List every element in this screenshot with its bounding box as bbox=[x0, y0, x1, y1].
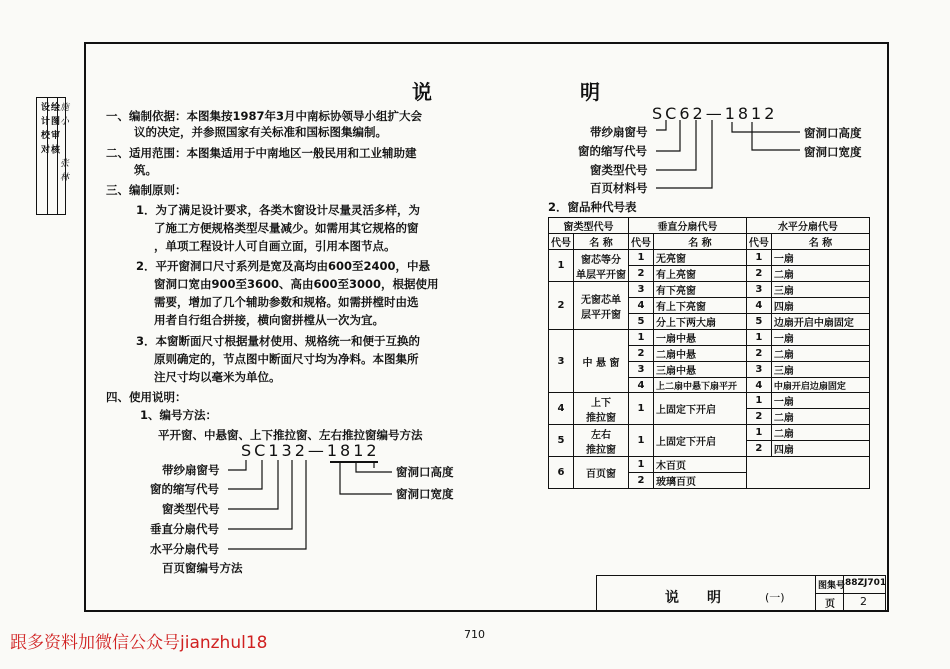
table-header: 垂直分扇代号 bbox=[629, 218, 747, 234]
type-code: 2 bbox=[549, 282, 574, 330]
table-cell: 有上亮窗 bbox=[654, 266, 747, 282]
table-cell: 无亮窗 bbox=[654, 250, 747, 266]
para-1b: 议的决定，并参照国家有关标准和国标图集编制。 bbox=[134, 125, 387, 139]
type-name: 上下 推拉窗 bbox=[574, 393, 629, 425]
table-cell: 边扇开启中扇固定 bbox=[771, 314, 869, 330]
type-code: 5 bbox=[549, 425, 574, 457]
table-cell: 1 bbox=[746, 330, 771, 346]
para-3-2a: 2．平开窗洞口尺寸系列是宽及高均由600至2400，中悬 bbox=[136, 259, 431, 273]
type-code: 1 bbox=[549, 250, 574, 282]
table-cell: 一扇 bbox=[771, 393, 869, 409]
table-cell: 2 bbox=[746, 266, 771, 282]
table-subheader: 代号 bbox=[549, 234, 574, 250]
side-sign1: 施 小 bbox=[58, 102, 68, 126]
table-cell: 2 bbox=[746, 346, 771, 362]
para-3-3c: 注尺寸均以毫米为单位。 bbox=[154, 370, 281, 384]
type-name: 中 悬 窗 bbox=[574, 330, 629, 393]
code-right-right-label-2: 窗洞口宽度 bbox=[804, 145, 862, 159]
side-sign2: 张 林 bbox=[58, 158, 68, 182]
table-cell: 木百页 bbox=[654, 457, 747, 473]
table-cell: 三扇中悬 bbox=[654, 362, 747, 378]
code-left-label-2: 窗的缩写代号 bbox=[150, 482, 219, 496]
type-name: 百页窗 bbox=[574, 457, 629, 489]
table-cell: 4 bbox=[746, 378, 771, 393]
para-4-1: 1、编号方法： bbox=[140, 408, 218, 422]
table-cell: 1 bbox=[629, 330, 654, 346]
type-code: 4 bbox=[549, 393, 574, 425]
table-cell: 2 bbox=[629, 266, 654, 282]
table-cell: 有下亮窗 bbox=[654, 282, 747, 298]
para-2b: 筑。 bbox=[134, 163, 157, 177]
table-cell: 1 bbox=[629, 250, 654, 266]
title-right: 明 bbox=[580, 80, 600, 104]
para-3-1c: ，单项工程设计人可自画立面，引用本图节点。 bbox=[154, 239, 396, 253]
code-left-caption: 百页窗编号方法 bbox=[162, 561, 243, 575]
table-subheader: 名 称 bbox=[654, 234, 747, 250]
table-cell: 四扇 bbox=[771, 441, 869, 457]
code-right-right-label-1: 窗洞口高度 bbox=[804, 126, 862, 140]
page-number: 710 bbox=[464, 628, 485, 641]
table-cell: 二扇中悬 bbox=[654, 346, 747, 362]
table-subheader: 名 称 bbox=[574, 234, 629, 250]
table-cell: 一扇中悬 bbox=[654, 330, 747, 346]
code-right-label-3: 窗类型代号 bbox=[590, 163, 648, 177]
table-cell-empty bbox=[746, 457, 869, 489]
table-cell: 1 bbox=[629, 457, 654, 473]
footer-watermark: 跟多资料加微信公众号jianzhul18 bbox=[10, 633, 268, 653]
table-cell: 4 bbox=[629, 378, 654, 393]
title-block-val1: 88ZJ701 bbox=[845, 578, 887, 588]
table-cell: 1 bbox=[629, 393, 654, 425]
type-name: 无窗芯单 层平开窗 bbox=[574, 282, 629, 330]
table-cell: 1 bbox=[629, 425, 654, 457]
table-cell: 1 bbox=[746, 425, 771, 441]
para-3-2d: 用者自行组合拼接，横向窗拼樘从一次为宜。 bbox=[154, 313, 384, 327]
table-subheader: 名 称 bbox=[771, 234, 869, 250]
table-header: 窗类型代号 bbox=[549, 218, 629, 234]
table-cell: 二扇 bbox=[771, 425, 869, 441]
title-block bbox=[596, 575, 886, 611]
table-cell: 5 bbox=[629, 314, 654, 330]
title-left: 说 bbox=[412, 80, 432, 104]
code-right-label-2: 窗的缩写代号 bbox=[578, 144, 647, 158]
para-4: 四、使用说明： bbox=[106, 390, 187, 404]
code-left-label-3: 窗类型代号 bbox=[162, 502, 220, 516]
table-cell: 二扇 bbox=[771, 409, 869, 425]
para-4-1a: 平开窗、中悬窗、上下推拉窗、左右推拉窗编号方法 bbox=[158, 428, 423, 442]
table-cell: 3 bbox=[629, 282, 654, 298]
para-3-3a: 3．本窗断面尺寸根据量材使用、规格统一和便于互换的 bbox=[136, 334, 420, 348]
table-title: 2．窗品种代号表 bbox=[548, 200, 637, 214]
table-cell: 1 bbox=[746, 393, 771, 409]
table-cell: 上固定下开启 bbox=[654, 425, 747, 457]
table-cell: 分上下两大扇 bbox=[654, 314, 747, 330]
table-cell: 一扇 bbox=[771, 250, 869, 266]
title-block-label2: 页 bbox=[825, 599, 835, 610]
code-right-label-1: 带纱扇窗号 bbox=[590, 125, 648, 139]
table-header: 水平分扇代号 bbox=[746, 218, 869, 234]
code-right: SC62—1812 bbox=[652, 104, 778, 123]
table-cell: 2 bbox=[629, 473, 654, 489]
type-code: 3 bbox=[549, 330, 574, 393]
side-col1: 设 计 校 对 bbox=[39, 102, 49, 155]
code-right-label-4: 百页材料号 bbox=[590, 181, 648, 195]
table-cell: 有上下亮窗 bbox=[654, 298, 747, 314]
table-subheader: 代号 bbox=[746, 234, 771, 250]
side-col2: 绘 图 审 核 bbox=[49, 102, 59, 155]
table-cell: 四扇 bbox=[771, 298, 869, 314]
para-3-1a: 1．为了满足设计要求，各类木窗设计尽量灵活多样，为 bbox=[136, 203, 420, 217]
title-block-suffix: (一) bbox=[765, 591, 785, 604]
table-cell: 中扇开启边扇固定 bbox=[771, 378, 869, 393]
title-block-label1: 图集号 bbox=[818, 581, 846, 591]
para-1a: 一、编制依据：本图集按1987年3月中南标协领导小组扩大会 bbox=[106, 109, 423, 123]
para-3: 三、编制原则： bbox=[106, 183, 187, 197]
window-type-table bbox=[548, 217, 870, 489]
table-cell: 二扇 bbox=[771, 346, 869, 362]
type-code: 6 bbox=[549, 457, 574, 489]
para-3-2c: 需要，增加了几个辅助参数和规格。如需拼樘时由选 bbox=[154, 295, 419, 309]
table-cell: 5 bbox=[746, 314, 771, 330]
para-3-1b: 了施工方便规格类型尽量减少。如需用其它规格的窗 bbox=[154, 221, 419, 235]
type-name: 窗芯等分 单层平开窗 bbox=[574, 250, 629, 282]
table-cell: 上固定下开启 bbox=[654, 393, 747, 425]
type-name: 左右 推拉窗 bbox=[574, 425, 629, 457]
table-cell: 2 bbox=[629, 346, 654, 362]
title-block-val2: 2 bbox=[860, 595, 867, 608]
code-left-label-5: 水平分扇代号 bbox=[150, 542, 219, 556]
code-left-label-4: 垂直分扇代号 bbox=[150, 522, 219, 536]
table-cell: 上二扇中悬下扇平开 bbox=[654, 378, 747, 393]
table-cell: 2 bbox=[746, 441, 771, 457]
code-left-label-1: 带纱扇窗号 bbox=[162, 463, 220, 477]
table-cell: 3 bbox=[746, 362, 771, 378]
table-cell: 玻璃百页 bbox=[654, 473, 747, 489]
table-cell: 一扇 bbox=[771, 330, 869, 346]
para-3-3b: 原则确定的，节点图中断面尺寸均为净料。本图集所 bbox=[154, 352, 419, 366]
table-cell: 4 bbox=[629, 298, 654, 314]
table-cell: 二扇 bbox=[771, 266, 869, 282]
para-3-2b: 窗洞口宽由900至3600、高由600至3000，根据使用 bbox=[154, 277, 439, 291]
table-cell: 2 bbox=[746, 409, 771, 425]
table-cell: 1 bbox=[746, 250, 771, 266]
code-left-right-label-2: 窗洞口宽度 bbox=[396, 487, 454, 501]
code-left-right-label-1: 窗洞口高度 bbox=[396, 465, 454, 479]
code-left: SC132—1812 bbox=[241, 441, 380, 460]
para-2a: 二、适用范围：本图集适用于中南地区一般民用和工业辅助建 bbox=[106, 146, 417, 160]
table-cell: 4 bbox=[746, 298, 771, 314]
table-cell: 3 bbox=[746, 282, 771, 298]
table-cell: 三扇 bbox=[771, 282, 869, 298]
table-cell: 三扇 bbox=[771, 362, 869, 378]
table-subheader: 代号 bbox=[629, 234, 654, 250]
table-cell: 3 bbox=[629, 362, 654, 378]
title-block-name: 说 明 bbox=[665, 590, 721, 606]
